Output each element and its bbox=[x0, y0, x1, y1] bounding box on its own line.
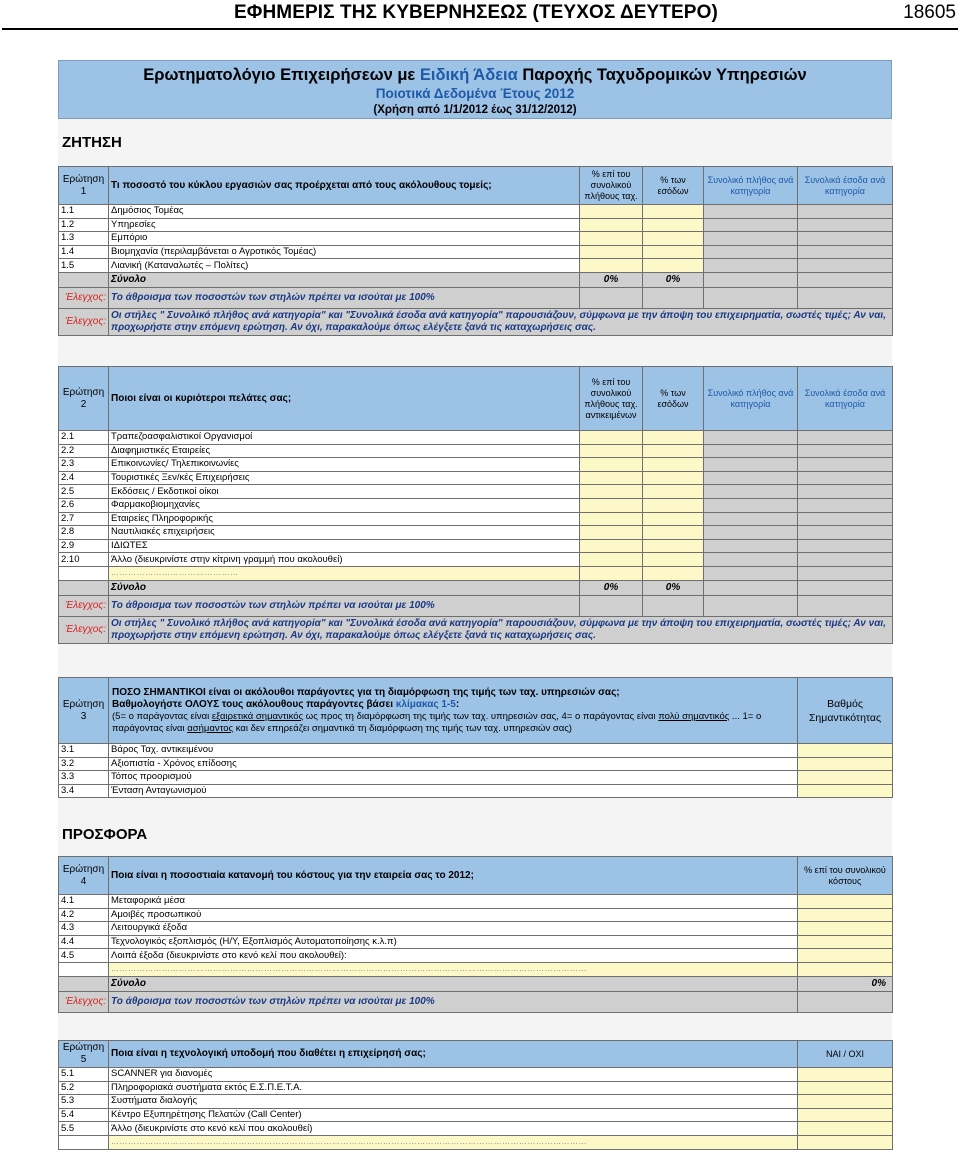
row-number: 1.1 bbox=[59, 205, 109, 219]
answer-row bbox=[59, 1081, 893, 1095]
yes-no-input[interactable] bbox=[798, 1095, 893, 1109]
check-message: Το άθροισμα των ποσοστών των στηλών πρέπει να ισούται με 100% bbox=[109, 991, 798, 1012]
consistency-check-row bbox=[59, 616, 893, 643]
revenue-pct-input[interactable] bbox=[643, 232, 704, 246]
row-number: 3.3 bbox=[59, 771, 109, 785]
revenue-pct-input[interactable] bbox=[643, 259, 704, 273]
row-label: Ένταση Ανταγωνισμού bbox=[109, 784, 798, 798]
total-count-cell bbox=[704, 539, 798, 553]
count-pct-input[interactable] bbox=[580, 526, 643, 540]
answer-row bbox=[59, 259, 893, 273]
row-label: Συστήματα διαλογής bbox=[109, 1095, 798, 1109]
row-number: 1.2 bbox=[59, 218, 109, 232]
col-revenue-pct: % των εσόδων bbox=[643, 367, 704, 431]
total-revenue-cell bbox=[798, 512, 893, 526]
total-count-cell bbox=[704, 485, 798, 499]
question-text: Τι ποσοστό του κύκλου εργασιών σας προέρχεται από τους ακόλουθους τομείς; bbox=[109, 167, 580, 205]
total-count-cell bbox=[704, 458, 798, 472]
total-cost-pct: 0% bbox=[798, 976, 893, 991]
answer-row bbox=[59, 498, 893, 512]
col-count-pct: % επί του συνολικού πλήθους ταχ. bbox=[580, 167, 643, 205]
question-header bbox=[59, 1041, 893, 1068]
row-label: Λειτουργικά έξοδα bbox=[109, 922, 798, 936]
form-subtitle: Ποιοτικά Δεδομένα Έτους 2012 bbox=[375, 86, 575, 101]
count-pct-input[interactable] bbox=[580, 485, 643, 499]
question-5-rows bbox=[59, 1068, 893, 1136]
row-number: 3.1 bbox=[59, 744, 109, 758]
row-label: Βάρος Ταχ. αντικειμένου bbox=[109, 744, 798, 758]
question-header bbox=[59, 678, 893, 744]
col-count-pct: % επί του συνολικού πλήθους ταχ. αντικειμένων bbox=[580, 367, 643, 431]
question-2-table bbox=[58, 366, 893, 644]
row-number: 4.2 bbox=[59, 908, 109, 922]
revenue-pct-input[interactable] bbox=[643, 539, 704, 553]
count-pct-input[interactable] bbox=[580, 205, 643, 219]
total-revenue-cell bbox=[798, 431, 893, 445]
total-row bbox=[59, 580, 893, 595]
answer-row bbox=[59, 757, 893, 771]
check-label: Έλεγχος: bbox=[59, 308, 109, 335]
row-label: ΙΔΙΩΤΕΣ bbox=[109, 539, 580, 553]
check-row bbox=[59, 991, 893, 1012]
check-message: Το άθροισμα των ποσοστών των στηλών πρέπει να ισούται με 100% bbox=[109, 595, 580, 616]
answer-row bbox=[59, 784, 893, 798]
answer-row bbox=[59, 1108, 893, 1122]
row-number: 4.3 bbox=[59, 922, 109, 936]
revenue-pct-input[interactable] bbox=[643, 205, 704, 219]
row-label: Αμοιβές προσωπικού bbox=[109, 908, 798, 922]
question-text: Ποια είναι η τεχνολογική υποδομή που διαθέτει η επιχείρησή σας; bbox=[109, 1041, 798, 1068]
check-row bbox=[59, 287, 893, 308]
question-3-table bbox=[58, 677, 893, 798]
row-label: Υπηρεσίες bbox=[109, 218, 580, 232]
row-label: Τόπος προορισμού bbox=[109, 771, 798, 785]
other-specify-input[interactable]: …………………………………………………………………………………………………………………………………………………… bbox=[109, 1135, 798, 1149]
total-revenue-cell bbox=[798, 553, 893, 567]
section-demand: ΖΗΤΗΣΗ bbox=[62, 134, 122, 151]
row-label: Τουριστικές Ξεν/κές Επιχειρήσεις bbox=[109, 471, 580, 485]
revenue-pct-input[interactable] bbox=[643, 431, 704, 445]
question-number: Ερώτηση 4 bbox=[59, 857, 109, 895]
header-rule bbox=[2, 28, 958, 30]
row-label: Πληροφοριακά συστήματα εκτός Ε.Σ.Π.Ε.Τ.Α. bbox=[109, 1081, 798, 1095]
row-number: 5.3 bbox=[59, 1095, 109, 1109]
total-count-pct: 0% bbox=[580, 580, 643, 595]
other-specify-input[interactable]: ……………………………………… bbox=[109, 566, 580, 580]
row-label: Εταιρείες Πληροφορικής bbox=[109, 512, 580, 526]
total-count-cell bbox=[704, 245, 798, 259]
total-revenue-pct: 0% bbox=[643, 580, 704, 595]
col-total-revenue: Συνολικά έσοδα ανά κατηγορία bbox=[798, 367, 893, 431]
row-number: 5.4 bbox=[59, 1108, 109, 1122]
answer-row bbox=[59, 471, 893, 485]
total-count-cell bbox=[704, 471, 798, 485]
cost-pct-input[interactable] bbox=[798, 949, 893, 963]
cost-pct-input[interactable] bbox=[798, 922, 893, 936]
row-label: Επικοινωνίες/ Τηλεπικοινωνίες bbox=[109, 458, 580, 472]
question-5-table bbox=[58, 1040, 893, 1150]
total-revenue-cell bbox=[798, 485, 893, 499]
answer-row bbox=[59, 922, 893, 936]
col-revenue-pct: % των εσόδων bbox=[643, 167, 704, 205]
consistency-check-row bbox=[59, 308, 893, 335]
row-number: 1.4 bbox=[59, 245, 109, 259]
question-text: Ποια είναι η ποσοστιαία κατανομή του κόστους για την εταιρεία σας το 2012; bbox=[109, 857, 798, 895]
answer-row bbox=[59, 771, 893, 785]
revenue-pct-input[interactable] bbox=[643, 526, 704, 540]
count-pct-input[interactable] bbox=[580, 458, 643, 472]
answer-row bbox=[59, 526, 893, 540]
row-number: 2.5 bbox=[59, 485, 109, 499]
row-number: 5.2 bbox=[59, 1081, 109, 1095]
col-total-count: Συνολικό πλήθος ανά κατηγορία bbox=[704, 167, 798, 205]
total-count-cell bbox=[704, 232, 798, 246]
revenue-pct-input[interactable] bbox=[643, 553, 704, 567]
check-row bbox=[59, 595, 893, 616]
row-number: 1.3 bbox=[59, 232, 109, 246]
total-count-cell bbox=[704, 218, 798, 232]
total-revenue-cell bbox=[798, 205, 893, 219]
row-label: Διαφημιστικές Εταιρείες bbox=[109, 444, 580, 458]
question-4-rows bbox=[59, 895, 893, 963]
answer-row bbox=[59, 935, 893, 949]
check-label: Έλεγχος: bbox=[59, 991, 109, 1012]
form-title: Ερωτηματολόγιο Επιχειρήσεων με Ειδική Άδεια Παροχής Ταχυδρομικών Υπηρεσιών bbox=[143, 66, 807, 84]
section-supply: ΠΡΟΣΦΟΡΑ bbox=[62, 826, 148, 843]
row-label: Λιανική (Καταναλωτές – Πολίτες) bbox=[109, 259, 580, 273]
answer-row bbox=[59, 232, 893, 246]
check-label: Έλεγχος: bbox=[59, 595, 109, 616]
total-revenue-cell bbox=[798, 444, 893, 458]
total-count-cell bbox=[704, 512, 798, 526]
question-number: Ερώτηση 2 bbox=[59, 367, 109, 431]
revenue-pct-input[interactable] bbox=[643, 245, 704, 259]
answer-row bbox=[59, 744, 893, 758]
row-number: 2.3 bbox=[59, 458, 109, 472]
answer-row bbox=[59, 908, 893, 922]
rating-input[interactable] bbox=[798, 757, 893, 771]
answer-row bbox=[59, 218, 893, 232]
question-text: Ποιοι είναι οι κυριότεροι πελάτες σας; bbox=[109, 367, 580, 431]
answer-row bbox=[59, 205, 893, 219]
cost-pct-input[interactable] bbox=[798, 935, 893, 949]
question-header bbox=[59, 367, 893, 431]
total-label: Σύνολο bbox=[109, 580, 580, 595]
row-number: 4.5 bbox=[59, 949, 109, 963]
total-revenue-cell bbox=[798, 245, 893, 259]
revenue-pct-input[interactable] bbox=[643, 485, 704, 499]
row-label: Εμπόριο bbox=[109, 232, 580, 246]
row-number: 5.1 bbox=[59, 1068, 109, 1082]
answer-row bbox=[59, 1068, 893, 1082]
page-header bbox=[0, 0, 960, 30]
row-label: Τεχνολογικός εξοπλισμός (Η/Υ, Εξοπλισμός Αυτοματοποίησης κ.λ.π) bbox=[109, 935, 798, 949]
row-label: Τραπεζοασφαλιστικοί Οργανισμοί bbox=[109, 431, 580, 445]
row-label: Κέντρο Εξυπηρέτησης Πελατών (Call Center) bbox=[109, 1108, 798, 1122]
row-number: 1.5 bbox=[59, 259, 109, 273]
total-count-cell bbox=[704, 259, 798, 273]
answer-row bbox=[59, 444, 893, 458]
form-period: (Χρήση από 1/1/2012 έως 31/12/2012) bbox=[373, 104, 577, 116]
revenue-pct-input[interactable] bbox=[643, 512, 704, 526]
col-total-count: Συνολικό πλήθος ανά κατηγορία bbox=[704, 367, 798, 431]
question-4-table bbox=[58, 856, 893, 1013]
row-label: Άλλο (διευκρινίστε στην κίτρινη γραμμή που ακολουθεί) bbox=[109, 553, 580, 567]
answer-row bbox=[59, 553, 893, 567]
answer-row bbox=[59, 539, 893, 553]
answer-row bbox=[59, 431, 893, 445]
row-label: Εκδόσεις / Εκδοτικοί οίκοι bbox=[109, 485, 580, 499]
total-revenue-cell bbox=[798, 539, 893, 553]
revenue-pct-input[interactable] bbox=[643, 444, 704, 458]
row-label: Φαρμακοβιομηχανίες bbox=[109, 498, 580, 512]
answer-row bbox=[59, 1095, 893, 1109]
rating-input[interactable] bbox=[798, 784, 893, 798]
question-number: Ερώτηση 1 bbox=[59, 167, 109, 205]
other-specify-row bbox=[59, 566, 893, 580]
yes-no-input[interactable] bbox=[798, 1122, 893, 1136]
count-pct-input[interactable] bbox=[580, 498, 643, 512]
total-row bbox=[59, 976, 893, 991]
answer-row bbox=[59, 485, 893, 499]
total-count-cell bbox=[704, 498, 798, 512]
total-revenue-pct: 0% bbox=[643, 272, 704, 287]
revenue-pct-input[interactable] bbox=[643, 498, 704, 512]
count-pct-input[interactable] bbox=[580, 471, 643, 485]
count-pct-input[interactable] bbox=[580, 431, 643, 445]
row-label: Μεταφορικά μέσα bbox=[109, 895, 798, 909]
form-banner bbox=[58, 60, 892, 119]
row-label: Άλλο (διευκρινίστε στο κενό κελί που ακολουθεί) bbox=[109, 1122, 798, 1136]
rating-input[interactable] bbox=[798, 744, 893, 758]
check-label: Έλεγχος: bbox=[59, 287, 109, 308]
count-pct-input[interactable] bbox=[580, 232, 643, 246]
question-1-table bbox=[58, 166, 893, 336]
total-revenue-cell bbox=[798, 498, 893, 512]
other-specify-input[interactable]: …………………………………………………………………………………………………………………………………………………… bbox=[109, 962, 798, 976]
yes-no-input[interactable] bbox=[798, 1068, 893, 1082]
total-count-cell bbox=[704, 431, 798, 445]
gazette-title: ΕΦΗΜΕΡΙΣ ΤΗΣ ΚΥΒΕΡΝΗΣΕΩΣ (ΤΕΥΧΟΣ ΔΕΥΤΕΡΟ) bbox=[234, 2, 718, 23]
yes-no-input[interactable] bbox=[798, 1108, 893, 1122]
count-pct-input[interactable] bbox=[580, 218, 643, 232]
page-number: 18605 bbox=[903, 2, 956, 23]
col-total-revenue: Συνολικά έσοδα ανά κατηγορία bbox=[798, 167, 893, 205]
total-revenue-cell bbox=[798, 218, 893, 232]
row-number: 3.4 bbox=[59, 784, 109, 798]
consistency-message: Οι στήλες " Συνολικό πλήθος ανά κατηγορία" και "Συνολικά έσοδα ανά κατηγορία" παρουσιάζουν, σύμφωνα με την άποψη του επιχειρηματία, σωστές τιμές; Αν ναι, προχωρήστε στην επόμενη ερώτηση. Αν όχι, παρακαλούμε όπως ελέγξετε ξανά τις καταχωρήσεις σας. bbox=[109, 308, 893, 335]
total-row bbox=[59, 272, 893, 287]
cost-pct-input[interactable] bbox=[798, 895, 893, 909]
col-rating: Βαθμός Σημαντικότητας bbox=[798, 678, 893, 744]
row-label: SCANNER για διανομές bbox=[109, 1068, 798, 1082]
row-number: 3.2 bbox=[59, 757, 109, 771]
row-number: 4.1 bbox=[59, 895, 109, 909]
row-number: 2.7 bbox=[59, 512, 109, 526]
answer-row bbox=[59, 895, 893, 909]
total-count-cell bbox=[704, 444, 798, 458]
total-label: Σύνολο bbox=[109, 976, 798, 991]
row-number: 2.8 bbox=[59, 526, 109, 540]
question-header bbox=[59, 167, 893, 205]
answer-row bbox=[59, 949, 893, 963]
row-label: Δημόσιος Τομέας bbox=[109, 205, 580, 219]
question-1-rows bbox=[59, 205, 893, 273]
answer-row bbox=[59, 512, 893, 526]
total-revenue-cell bbox=[798, 259, 893, 273]
row-number: 5.5 bbox=[59, 1122, 109, 1136]
cost-pct-input[interactable] bbox=[798, 908, 893, 922]
row-number: 2.1 bbox=[59, 431, 109, 445]
question-header bbox=[59, 857, 893, 895]
question-number: Ερώτηση 3 bbox=[59, 678, 109, 744]
revenue-pct-input[interactable] bbox=[643, 218, 704, 232]
row-label: Λοιπά έξοδα (διευκρινίστε στο κενό κελί που ακολουθεί): bbox=[109, 949, 798, 963]
rating-input[interactable] bbox=[798, 771, 893, 785]
count-pct-input[interactable] bbox=[580, 539, 643, 553]
row-label: Βιομηχανία (περιλαμβάνεται ο Αγροτικός Τομέας) bbox=[109, 245, 580, 259]
row-number: 2.6 bbox=[59, 498, 109, 512]
other-specify-row bbox=[59, 962, 893, 976]
question-text: ΠΟΣΟ ΣΗΜΑΝΤΙΚΟΙ είναι οι ακόλουθοι παράγοντες για τη διαμόρφωση της τιμής των ταχ. υπηρεσιών σας; Βαθμολογήστε ΟΛΟΥΣ τους ακόλουθους παράγοντες βάσει κλίμακας 1-5: (5= ο παράγοντας είναι εξαιρετικά σημαντικός ως προς τη διαμόρφωση της τιμής των ταχ. υπηρεσιών σας, 4= ο παράγοντας είναι πολύ σημαντικός ... 1= ο παράγοντας είναι ασήμαντος και δεν επηρεάζει σημαντικά τη διαμόρφωση της τιμής των ταχ. υπηρεσιών σας) bbox=[109, 678, 798, 744]
total-count-cell bbox=[704, 205, 798, 219]
count-pct-input[interactable] bbox=[580, 259, 643, 273]
total-label: Σύνολο bbox=[109, 272, 580, 287]
answer-row bbox=[59, 245, 893, 259]
check-label: Έλεγχος: bbox=[59, 616, 109, 643]
row-number: 4.4 bbox=[59, 935, 109, 949]
col-yes-no: ΝΑΙ / ΟΧΙ bbox=[798, 1041, 893, 1068]
total-revenue-cell bbox=[798, 458, 893, 472]
total-count-cell bbox=[704, 553, 798, 567]
total-count-pct: 0% bbox=[580, 272, 643, 287]
count-pct-input[interactable] bbox=[580, 444, 643, 458]
row-number: 2.9 bbox=[59, 539, 109, 553]
total-revenue-cell bbox=[798, 526, 893, 540]
row-number: 2.10 bbox=[59, 553, 109, 567]
count-pct-input[interactable] bbox=[580, 553, 643, 567]
check-message: Το άθροισμα των ποσοστών των στηλών πρέπει να ισούται με 100% bbox=[109, 287, 580, 308]
revenue-pct-input[interactable] bbox=[643, 458, 704, 472]
count-pct-input[interactable] bbox=[580, 512, 643, 526]
row-number: 2.2 bbox=[59, 444, 109, 458]
revenue-pct-input[interactable] bbox=[643, 471, 704, 485]
question-2-rows bbox=[59, 431, 893, 567]
row-label: Αξιοπιστία - Χρόνος επίδοσης bbox=[109, 757, 798, 771]
consistency-message: Οι στήλες " Συνολικό πλήθος ανά κατηγορία" και "Συνολικά έσοδα ανά κατηγορία" παρουσιάζουν, σύμφωνα με την άποψη του επιχειρηματία, σωστές τιμές; Αν ναι, προχωρήστε στην επόμενη ερώτηση. Αν όχι, παρακαλούμε όπως ελέγξετε ξανά τις καταχωρήσεις σας. bbox=[109, 616, 893, 643]
total-count-cell bbox=[704, 526, 798, 540]
total-revenue-cell bbox=[798, 471, 893, 485]
other-specify-row bbox=[59, 1135, 893, 1149]
count-pct-input[interactable] bbox=[580, 245, 643, 259]
total-revenue-cell bbox=[798, 232, 893, 246]
row-number: 2.4 bbox=[59, 471, 109, 485]
answer-row bbox=[59, 1122, 893, 1136]
question-3-rows bbox=[59, 744, 893, 798]
col-cost-pct: % επί του συνολικού κόστους bbox=[798, 857, 893, 895]
answer-row bbox=[59, 458, 893, 472]
row-label: Ναυτιλιακές επιχειρήσεις bbox=[109, 526, 580, 540]
question-number: Ερώτηση 5 bbox=[59, 1041, 109, 1068]
yes-no-input[interactable] bbox=[798, 1081, 893, 1095]
